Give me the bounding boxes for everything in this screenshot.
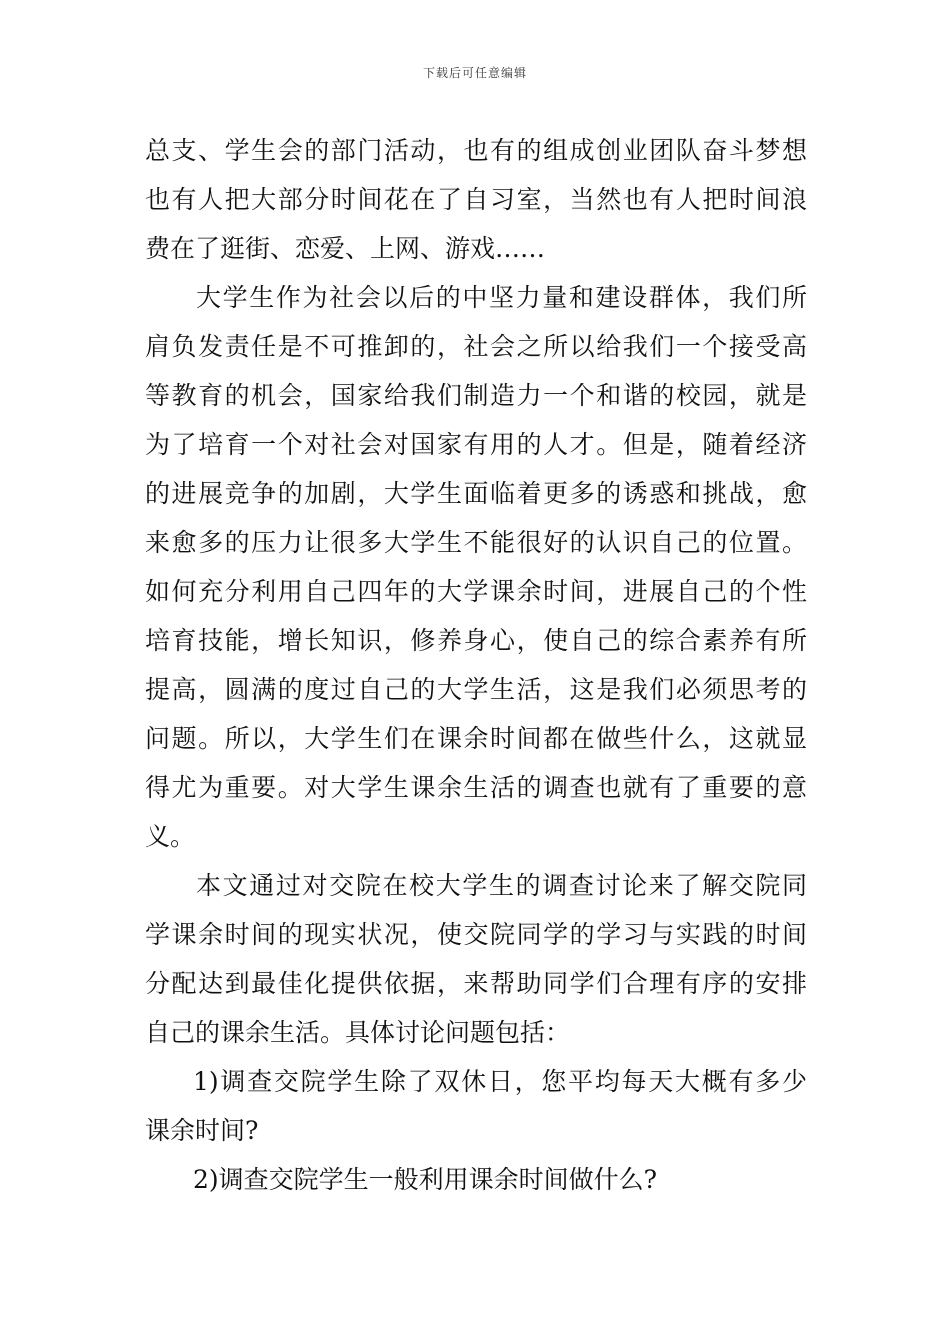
text-line: 为了培育一个对社会对国家有用的人才。但是，随着经济 [145,430,807,459]
text-line: 来愈多的压力让很多大学生不能很好的认识自己的位置。 [145,528,807,557]
text-line: 肩负发责任是不可推卸的，社会之所以给我们一个接受高 [145,332,807,361]
text-line: 总支、学生会的部门活动，也有的组成创业团队奋斗梦想 [145,136,807,165]
page-header: 下载后可任意编辑 [422,66,527,80]
text-line: 义。 [145,822,196,851]
text-line: 自己的课余生活。具体讨论问题包括： [145,1018,571,1047]
document-body [145,126,807,1204]
text-line: 提高，圆满的度过自己的大学生活，这是我们必须思考的 [145,675,807,704]
text-line: 问题。所以，大学生们在课余时间都在做些什么，这就显 [145,724,807,753]
list-item-2: 2)调查交院学生一般利用课余时间做什么? [193,1165,658,1194]
text-line: 分配达到最佳化提供依据，来帮助同学们合理有序的安排 [145,969,807,998]
paragraph-first-line: 本文通过对交院在校大学生的调查讨论来了解交院同 [196,871,807,900]
text-line: 如何充分利用自己四年的大学课余时间，进展自己的个性 [145,577,807,606]
text-line: 等教育的机会，国家给我们制造力一个和谐的校园，就是 [145,381,807,410]
text-line: 课余时间? [145,1116,259,1145]
paragraph-first-line: 大学生作为社会以后的中坚力量和建设群体，我们所 [196,283,807,312]
text-line: 费在了逛街、恋爱、上网、游戏…… [145,234,546,263]
text-line: 也有人把大部分时间花在了自习室，当然也有人把时间浪 [145,185,807,214]
text-line: 的进展竞争的加剧，大学生面临着更多的诱惑和挑战，愈 [145,479,807,508]
list-item-1: 1)调查交院学生除了双休日，您平均每天大概有多少 [193,1067,807,1096]
text-line: 得尤为重要。对大学生课余生活的调查也就有了重要的意 [145,773,807,802]
text-line: 学课余时间的现实状况，使交院同学的学习与实践的时间 [145,920,807,949]
text-line: 培育技能，增长知识，修养身心，使自己的综合素养有所 [145,626,807,655]
